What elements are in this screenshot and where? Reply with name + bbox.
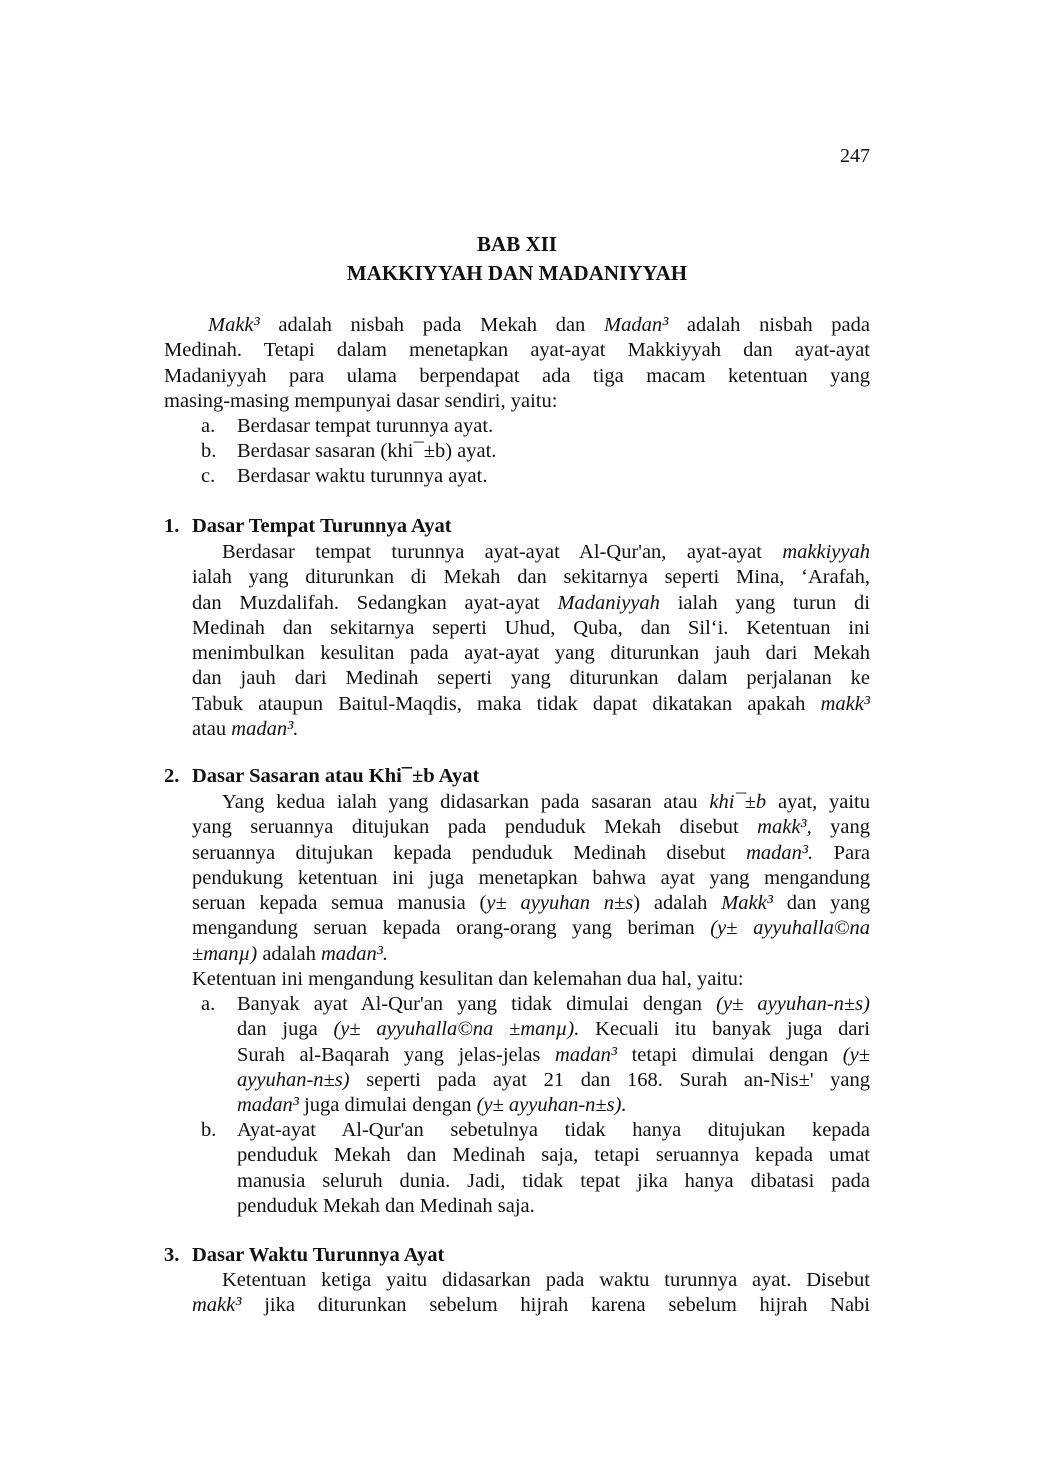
document-page: 247 BAB XII MAKKIYYAH DAN MADANIYYAH Makk³ adalah nisbah pada Mekah dan Madan³ adalah nisbah pada Medinah. Tetapi dalam menetapkan ayat-ayat Makkiyyah dan ayat-ayat Madaniyyah para ulama berpendapat ada tiga macam ketentuan yang masing-masing mempunyai dasar sendiri, yaitu: a. Berdasar tempat turunnya ayat. b. Berdasar sasaran (khi¯±b) ayat. c. Berdasar waktu turunnya ayat. 1. Dasar Tempat Turunnya Ayat Berdasar tempat turunnya ayat-ayat Al-Qur'an, ayat-ayat makkiyyah ialah yang diturunkan di Mekah dan sekitarnya seperti Mina, ‘Arafah, dan Muzdalifah. Sedangkan ayat-ayat Madaniyyah ialah yang turun di Medinah dan sekitarnya seperti Uhud, Quba, dan Sil‘i. Ketentuan ini menimbulkan kesulitan pada ayat-ayat yang diturunkan jauh dari Mekah dan jauh dari Medinah seperti yang diturunkan dalam perjalanan ke Tabuk ataupun Baitul-Maqdis, maka tidak dapat dikatakan apakah makk³ atau madan³. 2. Dasar Sasaran atau Khi¯±b Ayat Yang kedua ialah yang didasarkan pada sasaran atau khi¯±b ayat, yaitu yang seruannya ditujukan pada penduduk Mekah disebut makk³, yang seruannya ditujukan kepada penduduk Medinah disebut madan³. Para pendukung ketentuan ini juga menetapkan bahwa ayat yang mengandung seruan kepada semua manusia (y± ayyuhan n±s) adalah Makk³ dan yang mengandung seruan kepada orang-orang yang beriman (y± ayyuhalla©na ±manµ) adalah madan³. Ketentuan ini mengandung kesulitan dan kelemahan dua hal, yaitu: a. Banyak ayat Al-Qur'an yang tidak dimulai dengan (y± ayyuhan-n±s) dan juga (y± ayyuhalla©na ±manµ). Kecuali itu banyak juga dari Surah al-Baqarah yang jelas-jelas madan³ tetapi dimulai dengan (y± ayyuhan-n±s) seperti pada ayat 21 dan 168. Surah an-Nis±' yang madan³ juga dimulai dengan (y± ayyuhan-n±s). b. Ayat-ayat Al-Qur'an sebetulnya tidak hanya ditujukan kepada penduduk Mekah dan Medinah saja, tetapi seruannya kepada umat manusia seluruh dunia. Jadi, tidak tepat jika hanya dibatasi pada penduduk Mekah dan Medinah saja. 3. Dasar Waktu Turunnya Ayat Ketentuan ketiga yaitu didasarkan pada waktu turunnya ayat. Disebut makk³ jika diturunkan sebelum hijrah karena sebelum hijrah Nabi bbox=[0, 0, 1038, 1475]
chapter-label: BAB XII bbox=[477, 232, 557, 256]
item-a-line-4: ayyuhan-n±s) seperti pada ayat 21 dan 168. Surah an-Nis±' yang bbox=[237, 1068, 870, 1091]
section-1-heading: 1. Dasar Tempat Turunnya Ayat bbox=[164, 515, 452, 537]
section-1-line-3: dan Muzdalifah. Sedangkan ayat-ayat Madaniyyah ialah yang turun di bbox=[192, 591, 871, 614]
section-2-line-3: seruannya ditujukan kepada penduduk Medinah disebut madan³. Para bbox=[192, 841, 870, 864]
section-2-line-7: ±manµ) adalah madan³. bbox=[192, 942, 389, 965]
intro-line-4: masing-masing mempunyai dasar sendiri, yaitu: bbox=[164, 389, 558, 412]
section-2-line-4: pendukung ketentuan ini juga menetapkan bahwa ayat yang mengandung bbox=[192, 866, 870, 889]
item-a-line-1: Banyak ayat Al-Qur'an yang tidak dimulai dengan (y± ayyuhan-n±s) bbox=[237, 993, 870, 1015]
page-number: 247 bbox=[840, 145, 870, 167]
section-1-line-6: dan jauh dari Medinah seperti yang diturunkan dalam perjalanan ke bbox=[192, 667, 870, 690]
intro-line-1: Makk³ adalah nisbah pada Mekah dan Madan³ adalah nisbah pada bbox=[208, 314, 870, 336]
item-b-line-3: manusia seluruh dunia. Jadi, tidak tepat jika hanya dibatasi pada bbox=[237, 1169, 870, 1192]
section-1-line-2: ialah yang diturunkan di Mekah dan sekitarnya seperti Mina, ‘Arafah, bbox=[192, 566, 870, 589]
section-1-line-4: Medinah dan sekitarnya seperti Uhud, Quba, dan Sil‘i. Ketentuan ini bbox=[192, 616, 870, 639]
section-1-line-7: Tabuk ataupun Baitul-Maqdis, maka tidak dapat dikatakan apakah makk³ bbox=[192, 692, 870, 715]
intro-paragraph bbox=[164, 313, 870, 414]
section-3-heading: 3. Dasar Waktu Turunnya Ayat bbox=[164, 1244, 445, 1266]
section-2-line-5: seruan kepada semua manusia (y± ayyuhan n±s) adalah Makk³ dan yang bbox=[192, 892, 870, 915]
intro-line-2: Medinah. Tetapi dalam menetapkan ayat-ayat Makkiyyah dan ayat-ayat bbox=[164, 339, 870, 362]
item-b-line-1: Ayat-ayat Al-Qur'an sebetulnya tidak hanya ditujukan kepada bbox=[237, 1119, 870, 1141]
section-2-line-8: Ketentuan ini mengandung kesulitan dan kelemahan dua hal, yaitu: bbox=[192, 968, 744, 991]
section-2-paragraph bbox=[192, 790, 870, 992]
section-1-line-1: Berdasar tempat turunnya ayat-ayat Al-Qur'an, ayat-ayat makkiyyah bbox=[222, 541, 870, 563]
section-3-paragraph bbox=[192, 1268, 870, 1319]
intro-line-3: Madaniyyah para ulama berpendapat ada tiga macam ketentuan yang bbox=[164, 364, 870, 387]
section-1-line-5: menimbulkan kesulitan pada ayat-ayat yang diturunkan jauh dari Mekah bbox=[192, 642, 870, 665]
chapter-title: MAKKIYYAH DAN MADANIYYAH bbox=[346, 261, 688, 285]
section-1-line-8: atau madan³. bbox=[192, 718, 299, 741]
item-b-line-4: penduduk Mekah dan Medinah saja. bbox=[237, 1194, 535, 1217]
item-a-line-5: madan³ juga dimulai dengan (y± ayyuhan-n±s). bbox=[237, 1094, 627, 1117]
item-a-line-3: Surah al-Baqarah yang jelas-jelas madan³ tetapi dimulai dengan (y± bbox=[237, 1043, 870, 1066]
section-3-line-2: makk³ jika diturunkan sebelum hijrah karena sebelum hijrah Nabi bbox=[192, 1294, 870, 1317]
item-b-line-2: penduduk Mekah dan Medinah saja, tetapi seruannya kepada umat bbox=[237, 1144, 870, 1167]
section-2-heading: 2. Dasar Sasaran atau Khi¯±b Ayat bbox=[164, 765, 480, 787]
section-2-line-1: Yang kedua ialah yang didasarkan pada sasaran atau khi¯±b ayat, yaitu bbox=[222, 791, 870, 813]
section-3-line-1: Ketentuan ketiga yaitu didasarkan pada waktu turunnya ayat. Disebut bbox=[222, 1269, 870, 1291]
item-a-line-2: dan juga (y± ayyuhalla©na ±manµ). Kecuali itu banyak juga dari bbox=[237, 1018, 870, 1041]
section-2-line-2: yang seruannya ditujukan pada penduduk Mekah disebut makk³, yang bbox=[192, 816, 870, 839]
section-2-line-6: mengandung seruan kepada orang-orang yang beriman (y± ayyuhalla©na bbox=[192, 917, 870, 940]
section-1-paragraph bbox=[192, 540, 870, 742]
